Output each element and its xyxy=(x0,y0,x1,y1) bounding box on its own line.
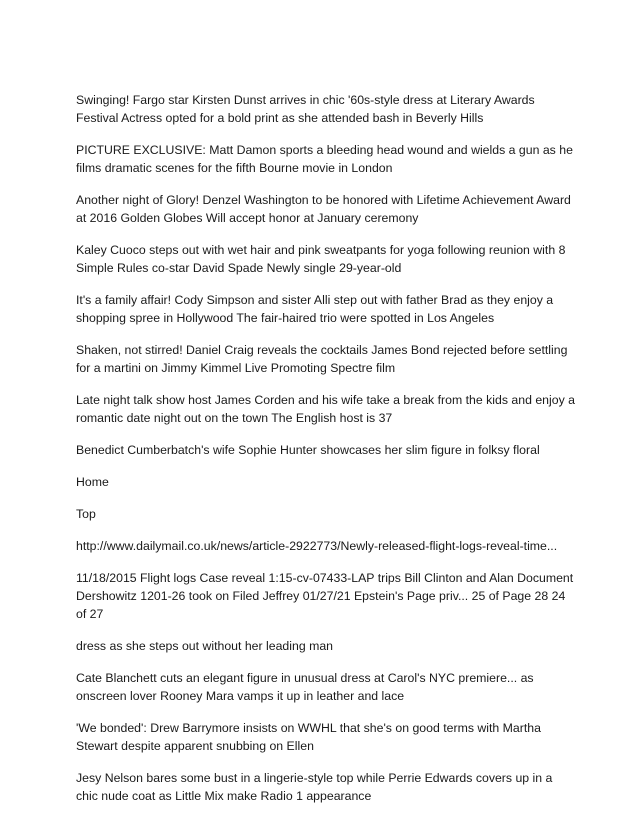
document-page xyxy=(76,91,576,819)
source-url: http://www.dailymail.co.uk/news/article-2922773/Newly-released-flight-logs-reveal-time... xyxy=(76,539,558,553)
headline-denzel-washington: Another night of Glory! Denzel Washington to be honored with Lifetime Achievement Award at 2016 Golden Globes Will accept honor at January ceremony xyxy=(76,193,571,225)
headline-james-corden: Late night talk show host James Corden and his wife take a break from the kids and enjoy a romantic date night out on the town The English host is 37 xyxy=(76,393,575,425)
home-link[interactable]: Home xyxy=(76,475,109,489)
headline-daniel-craig: Shaken, not stirred! Daniel Craig reveals the cocktails James Bond rejected before settling for a martini on Jimmy Kimmel Live Promoting Spectre film xyxy=(76,343,568,375)
headline-cody-simpson: It's a family affair! Cody Simpson and sister Alli step out with father Brad as they enjoy a shopping spree in Hollywood The fair-haired trio were spotted in Los Angeles xyxy=(76,293,554,325)
document-footer-text: 11/18/2015 Flight logs Case reveal 1:15-cv-07433-LAP trips Bill Clinton and Alan Document Dershowitz 1201-26 took on Filed Jeffrey 01/27/21 Epstein's Page priv... 25 of Page 28 24 of 27 xyxy=(76,571,574,621)
headline-matt-damon: PICTURE EXCLUSIVE: Matt Damon sports a bleeding head wound and wields a gun as he films dramatic scenes for the fifth Bourne movie in London xyxy=(76,143,573,175)
headline-jesy-nelson: Jesy Nelson bares some bust in a lingerie-style top while Perrie Edwards covers up in a chic nude coat as Little Mix make Radio 1 appearance xyxy=(76,771,553,803)
headline-cate-blanchett: Cate Blanchett cuts an elegant figure in unusual dress at Carol's NYC premiere... as onscreen lover Rooney Mara vamps it up in leather and lace xyxy=(76,671,534,703)
headline-benedict-cumberbatch: Benedict Cumberbatch's wife Sophie Hunter showcases her slim figure in folksy floral xyxy=(76,443,540,457)
headline-kaley-cuoco: Kaley Cuoco steps out with wet hair and pink sweatpants for yoga following reunion with 8 Simple Rules co-star David Spade Newly single 29-year-old xyxy=(76,243,566,275)
headline-drew-barrymore: 'We bonded': Drew Barrymore insists on WWHL that she's on good terms with Martha Stewart despite apparent snubbing on Ellen xyxy=(76,721,541,753)
headline-continuation: dress as she steps out without her leading man xyxy=(76,639,334,653)
headline-kirsten-dunst: Swinging! Fargo star Kirsten Dunst arrives in chic '60s-style dress at Literary Awards Festival Actress opted for a bold print as she attended bash in Beverly Hills xyxy=(76,93,535,125)
top-link[interactable]: Top xyxy=(76,507,96,521)
